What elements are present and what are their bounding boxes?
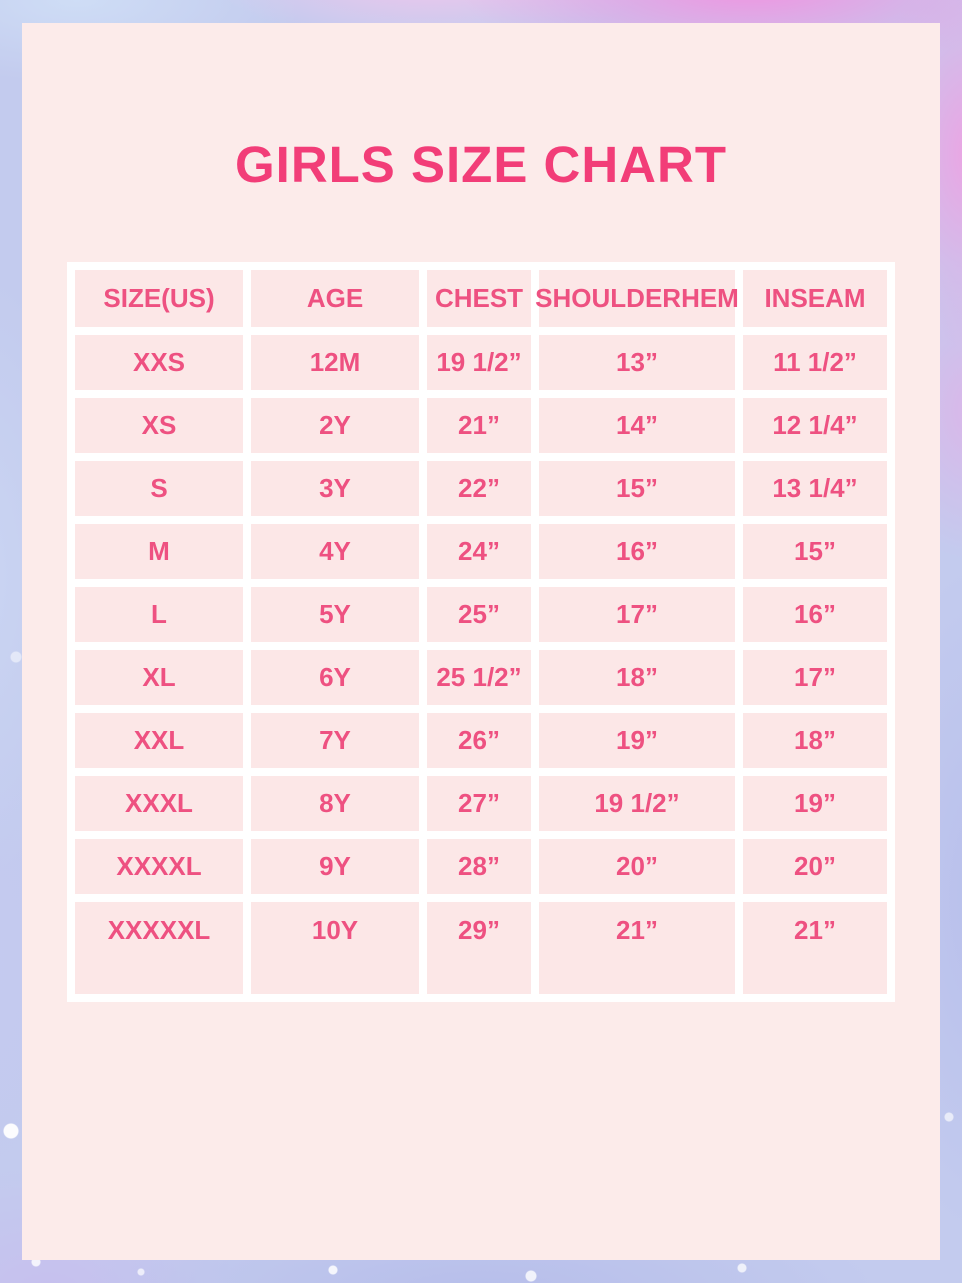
column-header-shoulderhem: SHOULDERHEM [539,270,735,327]
table-cell: 19” [743,776,887,831]
size-label-cell: XXS [75,335,243,390]
size-label-cell: M [75,524,243,579]
table-cell: 15” [743,524,887,579]
table-cell: 13” [539,335,735,390]
size-label-cell: XL [75,650,243,705]
size-label-cell: XXXXXL [75,902,243,994]
table-cell: 19 1/2” [427,335,531,390]
table-cell: 15” [539,461,735,516]
size-label-cell: XXXL [75,776,243,831]
table-cell: 10Y [251,902,419,994]
table-cell: 14” [539,398,735,453]
size-label-cell: S [75,461,243,516]
table-cell: 16” [743,587,887,642]
table-cell: 27” [427,776,531,831]
column-header-age: AGE [251,270,419,327]
table-cell: 21” [539,902,735,994]
table-cell: 26” [427,713,531,768]
table-cell: 18” [539,650,735,705]
table-cell: 22” [427,461,531,516]
table-cell: 17” [539,587,735,642]
table-cell: 20” [539,839,735,894]
table-cell: 20” [743,839,887,894]
size-label-cell: XXXXL [75,839,243,894]
table-cell: 25 1/2” [427,650,531,705]
column-header-size-us: SIZE(US) [75,270,243,327]
table-cell: 3Y [251,461,419,516]
table-cell: 9Y [251,839,419,894]
column-header-inseam: INSEAM [743,270,887,327]
page-title: GIRLS SIZE CHART [234,136,727,193]
table-cell: 5Y [251,587,419,642]
table-cell: 24” [427,524,531,579]
table-cell: 16” [539,524,735,579]
table-cell: 21” [743,902,887,994]
table-cell: 4Y [251,524,419,579]
table-cell: 2Y [251,398,419,453]
table-cell: 19 1/2” [539,776,735,831]
table-cell: 28” [427,839,531,894]
size-chart-panel [22,23,940,1260]
table-cell: 8Y [251,776,419,831]
table-cell: 21” [427,398,531,453]
size-label-cell: XXL [75,713,243,768]
table-cell: 13 1/4” [743,461,887,516]
size-label-cell: L [75,587,243,642]
table-cell: 17” [743,650,887,705]
table-cell: 11 1/2” [743,335,887,390]
size-table [67,262,895,1002]
size-label-cell: XS [75,398,243,453]
table-cell: 7Y [251,713,419,768]
table-cell: 18” [743,713,887,768]
table-cell: 29” [427,902,531,994]
table-cell: 6Y [251,650,419,705]
column-header-chest: CHEST [427,270,531,327]
table-cell: 19” [539,713,735,768]
table-cell: 12 1/4” [743,398,887,453]
table-cell: 12M [251,335,419,390]
table-cell: 25” [427,587,531,642]
